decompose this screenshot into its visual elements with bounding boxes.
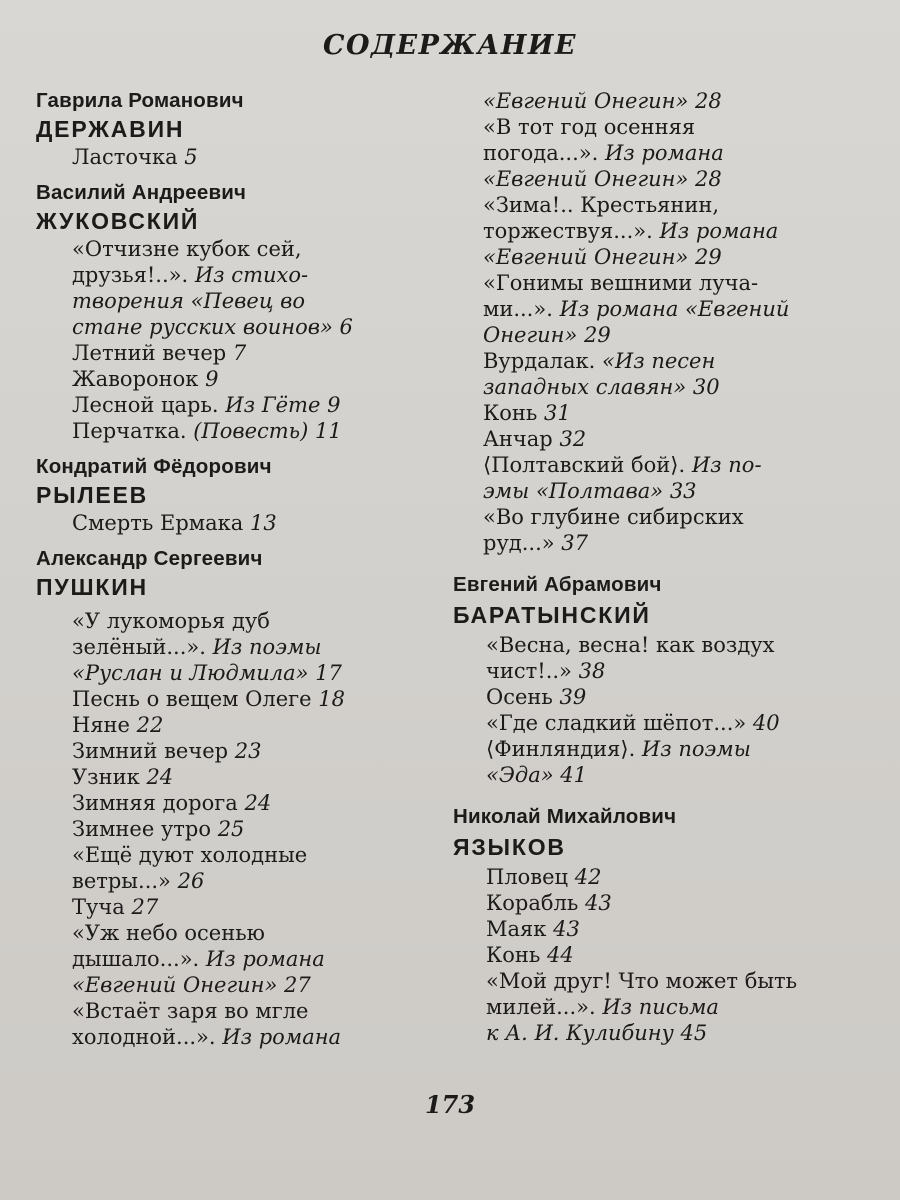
toc-italic-text: 5	[184, 145, 198, 169]
toc-text: Маяк	[486, 917, 554, 941]
toc-text: ветры...»	[72, 869, 178, 893]
toc-text: Перчатка.	[72, 419, 194, 443]
toc-line	[72, 790, 436, 816]
toc-line	[72, 972, 436, 998]
toc-line	[72, 236, 436, 262]
toc-line	[72, 998, 436, 1024]
toc-line	[72, 920, 436, 946]
toc-line	[72, 418, 436, 444]
toc-italic-text: «Евгений Онегин» 28	[483, 89, 722, 113]
toc-line	[486, 1020, 873, 1046]
toc-text: «Где сладкий шёпот...»	[486, 711, 753, 735]
toc-text: Осень	[486, 685, 560, 709]
toc-line	[72, 764, 436, 790]
author-entry	[453, 804, 873, 1046]
toc-text: милей...».	[486, 995, 603, 1019]
toc-line	[72, 868, 436, 894]
toc-italic-text: Из письма	[602, 995, 719, 1019]
toc-text: погода...».	[483, 141, 605, 165]
toc-line	[486, 942, 873, 968]
toc-line	[483, 88, 873, 114]
toc-text: Няне	[72, 713, 137, 737]
author-entry	[36, 180, 436, 444]
toc-text: торжествуя...».	[483, 219, 660, 243]
toc-italic-text: 9	[205, 367, 219, 391]
toc-text: друзья!..».	[72, 263, 195, 287]
toc-line	[483, 296, 873, 322]
toc-text: Лесной царь.	[72, 393, 226, 417]
toc-italic-text: 7	[232, 341, 247, 365]
toc-italic-text: Из стихо-	[194, 263, 309, 287]
author-entry	[453, 572, 873, 788]
toc-line	[72, 366, 436, 392]
toc-line	[483, 452, 873, 478]
toc-line	[486, 632, 873, 658]
toc-line	[72, 144, 436, 170]
works-list	[36, 236, 436, 444]
toc-line	[72, 842, 436, 868]
toc-line	[72, 510, 436, 536]
toc-line	[72, 946, 436, 972]
toc-text: «Ещё дуют холодные	[72, 843, 308, 867]
toc-text: Анчар	[483, 427, 560, 451]
author-entry	[36, 454, 436, 536]
toc-text: «Мой друг! Что может быть	[486, 969, 798, 993]
page-number: 173	[424, 1090, 476, 1119]
author-name: Николай Михайлович	[453, 805, 677, 828]
toc-text: дышало...».	[72, 947, 206, 971]
toc-text: ⟨Финляндия⟩.	[486, 737, 642, 761]
author-entry	[36, 546, 436, 1050]
toc-line	[486, 762, 873, 788]
toc-text: «Встаёт заря во мгле	[72, 999, 309, 1023]
toc-line	[72, 738, 436, 764]
toc-italic-text: 42	[574, 865, 602, 889]
toc-text: Песнь о вещем Олеге	[72, 687, 319, 711]
toc-line	[483, 140, 873, 166]
toc-italic-text: «Руслан и Людмила» 17	[72, 661, 342, 685]
toc-text: Летний вечер	[72, 341, 233, 365]
toc-line	[483, 114, 873, 140]
toc-text: «Отчизне кубок сей,	[72, 237, 302, 261]
toc-line	[483, 504, 873, 530]
toc-italic-text: Из романа	[222, 1025, 342, 1049]
toc-italic-text: Из Гёте 9	[225, 393, 341, 417]
toc-text: Конь	[483, 401, 545, 425]
author-name: Василий Андреевич	[36, 181, 247, 204]
toc-italic-text: 43	[553, 917, 580, 941]
toc-italic-text: 26	[177, 869, 205, 893]
toc-line	[483, 426, 873, 452]
author-name: Кондратий Фёдорович	[36, 455, 272, 478]
toc-italic-text: 43	[584, 891, 612, 915]
toc-text: «У лукоморья дуб	[72, 609, 270, 633]
author-surname: ЯЗЫКОВ	[453, 834, 566, 860]
toc-italic-text: 37	[561, 531, 589, 555]
toc-text: «Во глубине сибирских	[483, 505, 744, 529]
toc-italic-text: 24	[244, 791, 272, 815]
toc-italic-text: «Евгений Онегин» 28	[483, 167, 722, 191]
toc-italic-text: 32	[559, 427, 587, 451]
toc-line	[486, 658, 873, 684]
toc-italic-text: Из поэмы	[641, 737, 751, 761]
author-name: Гаврила Романович	[36, 89, 244, 112]
toc-line	[483, 348, 873, 374]
toc-italic-text: западных славян» 30	[483, 375, 720, 399]
toc-line	[483, 218, 873, 244]
page-title: СОДЕРЖАНИЕ	[323, 30, 577, 61]
toc-text: зелёный...».	[72, 635, 213, 659]
toc-text: Смерть Ермака	[72, 511, 250, 535]
toc-italic-text: 39	[559, 685, 587, 709]
author-name: Александр Сергеевич	[36, 547, 263, 570]
toc-italic-text: 23	[234, 739, 262, 763]
toc-text: Пловец	[486, 865, 575, 889]
toc-italic-text: «Эда» 41	[486, 763, 587, 787]
author-name: Евгений Абрамович	[453, 573, 662, 596]
toc-line	[72, 608, 436, 634]
toc-line	[72, 894, 436, 920]
toc-line	[486, 994, 873, 1020]
left-column	[36, 88, 436, 1050]
toc-text: Зимняя дорога	[72, 791, 245, 815]
toc-italic-text: творения «Певец во	[72, 289, 306, 313]
toc-line	[486, 736, 873, 762]
toc-italic-text: Онегин» 29	[483, 323, 611, 347]
toc-line	[72, 392, 436, 418]
toc-line	[483, 192, 873, 218]
author-surname: ДЕРЖАВИН	[36, 116, 185, 142]
toc-text: «Зима!.. Крестьянин,	[483, 193, 720, 217]
toc-line	[72, 712, 436, 738]
toc-italic-text: стане русских воинов» 6	[72, 315, 353, 339]
toc-line	[486, 710, 873, 736]
toc-italic-text: Из по-	[691, 453, 762, 477]
toc-line	[483, 322, 873, 348]
toc-italic-text: к А. И. Кулибину 45	[486, 1021, 708, 1045]
toc-italic-text: Из романа	[205, 947, 325, 971]
toc-text: холодной...».	[72, 1025, 223, 1049]
toc-italic-text: Из романа	[659, 219, 779, 243]
toc-line	[72, 686, 436, 712]
toc-line	[483, 270, 873, 296]
toc-text: чист!..»	[486, 659, 579, 683]
toc-line	[72, 1024, 436, 1050]
toc-text: Туча	[72, 895, 132, 919]
works-list	[36, 144, 436, 170]
works-list	[453, 864, 873, 1046]
toc-line	[486, 684, 873, 710]
toc-line	[72, 816, 436, 842]
toc-text: Зимнее утро	[72, 817, 218, 841]
toc-italic-text: 40	[752, 711, 780, 735]
toc-line	[486, 864, 873, 890]
toc-text: Ласточка	[72, 145, 185, 169]
toc-line	[483, 166, 873, 192]
toc-text: «Весна, весна! как воздух	[486, 633, 775, 657]
toc-text: руд...»	[483, 531, 562, 555]
toc-line	[486, 890, 873, 916]
author-entry	[36, 88, 436, 170]
toc-line	[72, 314, 436, 340]
toc-line	[72, 634, 436, 660]
toc-italic-text: 25	[217, 817, 245, 841]
toc-line	[483, 478, 873, 504]
toc-text: «Уж небо осенью	[72, 921, 265, 945]
toc-line	[483, 400, 873, 426]
toc-line	[483, 530, 873, 556]
toc-italic-text: «Евгений Онегин» 29	[483, 245, 722, 269]
toc-text: Конь	[486, 943, 548, 967]
toc-italic-text: Из поэмы	[212, 635, 322, 659]
works-list	[36, 608, 436, 1050]
toc-italic-text: (Повесть) 11	[193, 419, 342, 443]
toc-italic-text: «Евгений Онегин» 27	[72, 973, 311, 997]
toc-text: Вурдалак.	[483, 349, 603, 373]
toc-italic-text: 44	[547, 943, 574, 967]
toc-line	[483, 244, 873, 270]
toc-italic-text: Из романа	[604, 141, 724, 165]
works-list	[36, 510, 436, 536]
toc-text: «В тот год осенняя	[483, 115, 696, 139]
toc-italic-text: 38	[578, 659, 606, 683]
toc-italic-text: Из романа «Евгений	[559, 297, 790, 321]
author-surname: РЫЛЕЕВ	[36, 482, 149, 508]
toc-text: Зимний вечер	[72, 739, 235, 763]
toc-text: «Гонимы вешними луча-	[483, 271, 759, 295]
author-surname: ПУШКИН	[36, 574, 148, 600]
toc-line	[486, 916, 873, 942]
toc-line	[486, 968, 873, 994]
toc-line	[72, 288, 436, 314]
toc-line	[72, 660, 436, 686]
author-surname: БАРАТЫНСКИЙ	[453, 602, 651, 628]
toc-italic-text: 24	[146, 765, 174, 789]
toc-italic-text: 27	[131, 895, 159, 919]
toc-line	[72, 262, 436, 288]
toc-text: Узник	[72, 765, 147, 789]
toc-italic-text: эмы «Полтава» 33	[483, 479, 697, 503]
toc-italic-text: 13	[249, 511, 277, 535]
toc-italic-text: «Из песен	[602, 349, 716, 373]
toc-italic-text: 18	[318, 687, 345, 711]
works-list-continued	[453, 88, 873, 556]
toc-italic-text: 31	[544, 401, 571, 425]
toc-line	[483, 374, 873, 400]
right-column	[453, 88, 873, 1046]
toc-line	[72, 340, 436, 366]
toc-text: Корабль	[486, 891, 585, 915]
author-surname: ЖУКОВСКИЙ	[36, 208, 200, 234]
toc-italic-text: 22	[136, 713, 164, 737]
toc-text: ⟨Полтавский бой⟩.	[483, 453, 692, 477]
toc-text: ми...».	[483, 297, 560, 321]
toc-text: Жаворонок	[72, 367, 206, 391]
works-list	[453, 632, 873, 788]
